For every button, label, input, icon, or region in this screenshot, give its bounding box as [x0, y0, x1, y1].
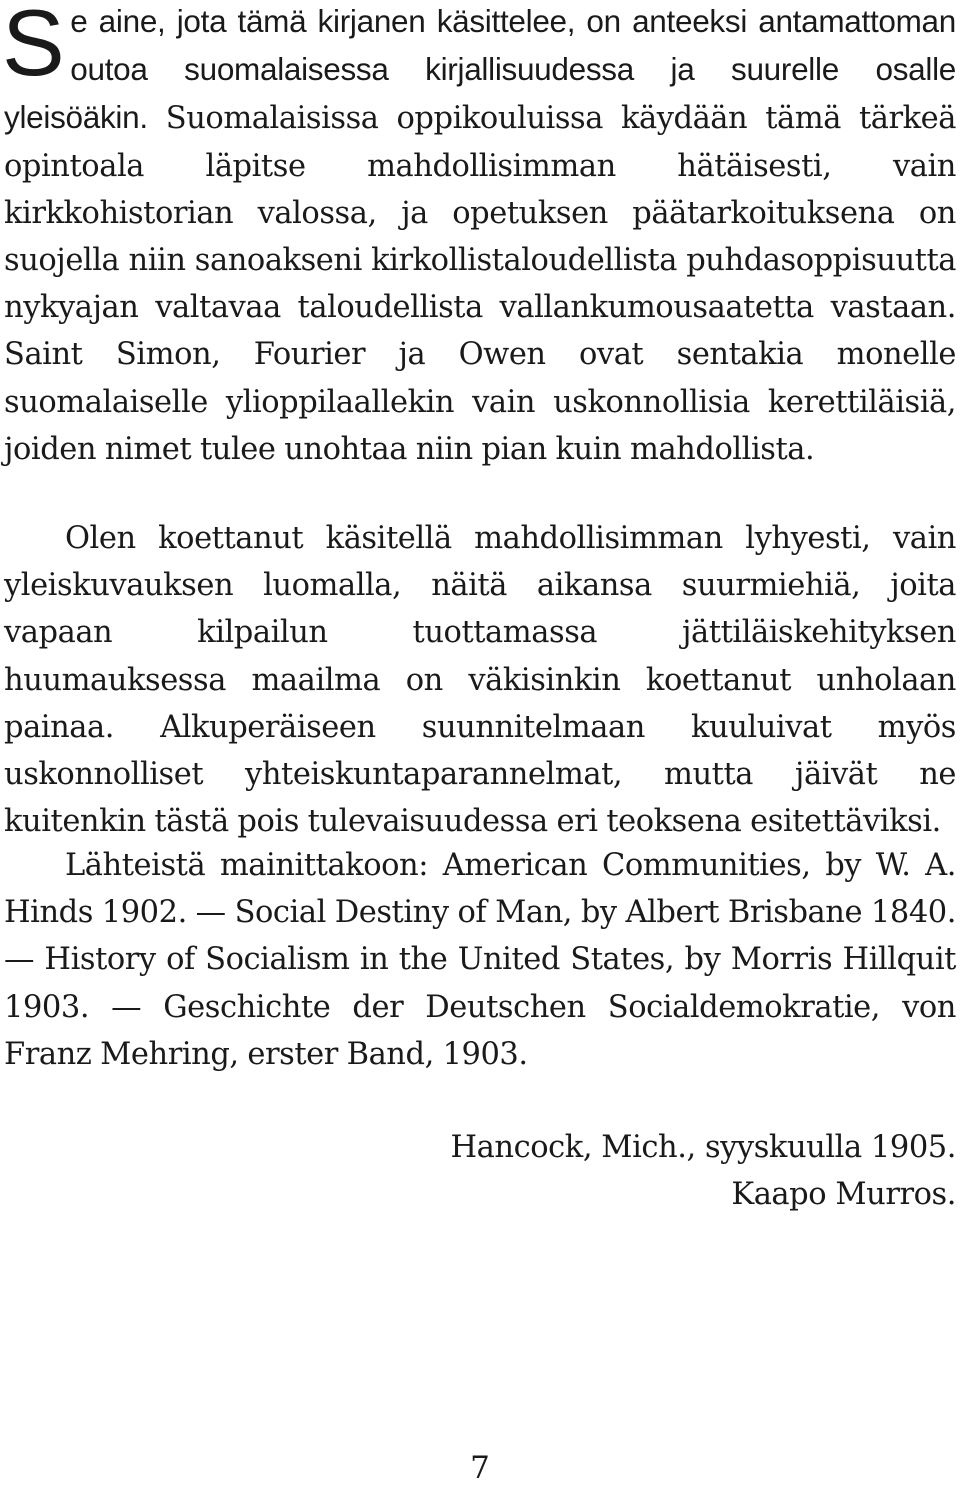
page-number: 7 — [470, 1450, 490, 1486]
paragraph-3-sources: Lähteistä mainittakoon: American Communities, by W. A. Hinds 1902. — Social Destiny of Man, by Albert Brisbane 1840. — History of Socialism in the United States, by Morris Hillquit 1903. — Geschichte der Deutschen Socialdemokratie, von Franz Mehring, erster Band, 1903. — [4, 848, 956, 1072]
paragraph-2: Olen koettanut käsitellä mahdollisimman lyhyesti, vain yleiskuvauksen luomalla, näitä aikansa suurmiehiä, joita vapaan kilpailun tuottamassa jättiläiskehityksen huumauksessa maailma on väkisinkin koettanut unholaan painaa. Alkuperäiseen suunnitelmaan kuuluivat myös uskonnolliset yhteiskuntaparannelmat, mutta jäivät ne kuitenkin tästä pois tulevaisuudessa eri teoksena esitettäviksi. — [4, 521, 956, 840]
drop-cap: S — [2, 0, 65, 95]
signature-place-date: Hancock, Mich., syyskuulla 1905. — [450, 1130, 956, 1165]
paragraph-1 — [4, 0, 956, 473]
paragraph-1-lead: e aine, jota tämä kirjanen käsittelee, on anteeksi antamattoman outoa suomalaisessa kirjallisuudessa ja suurelle osalle yleisöäkin. — [4, 3, 956, 136]
signature-name: Kaapo Murros. — [731, 1177, 956, 1212]
paragraph-1-body: Suomalaisissa oppikouluissa käydään tämä tärkeä opintoala läpitse mahdollisimman hätäisesti, vain kirkkohistorian valossa, ja opetuksen päätarkoituksena on suojella niin sanoakseni kirkollistaloudellista puhdasoppisuutta nykyajan valtavaa taloudellista vallankumousaatetta vastaan. Saint Simon, Fourier ja Owen ovat sentakia monelle suomalaiselle ylioppilaallekin vain uskonnollisia kerettiläisiä, joiden nimet tulee unohtaa niin pian kuin mahdollista. — [4, 101, 956, 467]
